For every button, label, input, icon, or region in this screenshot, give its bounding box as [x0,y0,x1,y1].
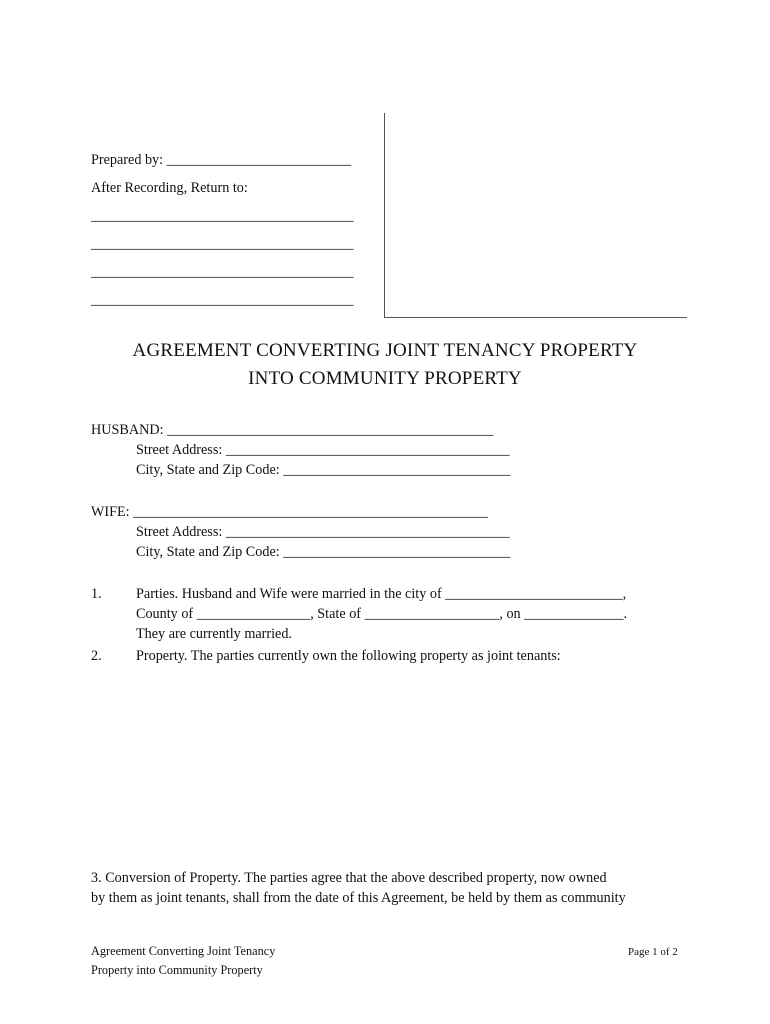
section-1-line-3: They are currently married. [136,626,292,642]
section-2-line-1: Property. The parties currently own the following property as joint tenants: [136,648,561,664]
return-address-line-1: _____________________________________ [91,208,354,224]
document-title-line-2: INTO COMMUNITY PROPERTY [248,368,522,389]
document-title-line-1: AGREEMENT CONVERTING JOINT TENANCY PROPERTY [132,340,638,361]
husband-city-line: City, State and Zip Code: ________________________________ [136,462,511,478]
husband-name-line: HUSBAND: ______________________________________________ [91,422,494,438]
footer-title-line-2: Property into Community Property [91,963,263,977]
footer-title-line-1: Agreement Converting Joint Tenancy [91,944,276,958]
recording-box-bottom-border [384,317,687,318]
section-1-line-1: Parties. Husband and Wife were married in the city of _________________________, [136,586,627,602]
prepared-by-line: Prepared by: __________________________ [91,152,352,168]
page-number: Page 1 of 2 [628,946,678,958]
section-2-number: 2. [91,648,102,664]
section-3-line-2: by them as joint tenants, shall from the date of this Agreement, be held by them as community [91,890,626,906]
wife-name-line: WIFE: __________________________________________________ [91,504,488,520]
section-1-line-2: County of ________________, State of ___________________, on ______________. [136,606,628,622]
section-3-line-1: 3. Conversion of Property. The parties agree that the above described property, now owned [91,870,607,886]
return-address-line-4: _____________________________________ [91,292,354,308]
return-address-line-2: _____________________________________ [91,236,354,252]
return-to-label: After Recording, Return to: [91,180,248,196]
wife-city-line: City, State and Zip Code: ________________________________ [136,544,511,560]
wife-street-line: Street Address: ________________________________________ [136,524,510,540]
section-1-number: 1. [91,586,102,602]
recording-box-left-border [384,113,385,318]
husband-street-line: Street Address: ________________________________________ [136,442,510,458]
return-address-line-3: _____________________________________ [91,264,354,280]
